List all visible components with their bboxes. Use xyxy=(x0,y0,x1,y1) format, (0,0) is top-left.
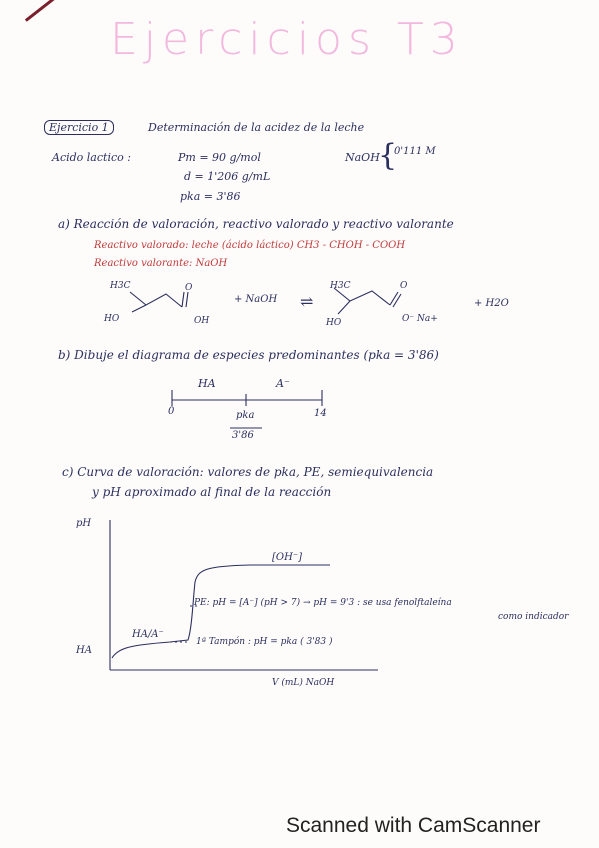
page-title: Ejercicios T3 xyxy=(110,14,464,65)
naoh-concentration: 0'111 M xyxy=(394,146,436,157)
acid-pka: pka = 3'86 xyxy=(180,190,241,203)
part-c-title-line1: c) Curva de valoración: valores de pka, PE, semiequivalencia xyxy=(62,465,434,479)
part-c-title-line2: y pH aproximado al final de la reacción xyxy=(92,485,332,499)
pka-value: 3'86 xyxy=(232,430,254,441)
ph-axis-label: pH xyxy=(76,518,92,529)
oh-left: OH xyxy=(194,316,210,326)
h3c-right: H3C xyxy=(330,281,351,291)
o-right: O xyxy=(400,281,408,291)
pka-label: pka xyxy=(236,410,255,421)
reactivo-valorado: Reactivo valorado: leche (ácido láctico) CH3 - CHOH - COOH xyxy=(94,240,406,251)
equilibrium-arrow: ⇌ xyxy=(300,292,314,311)
acid-name: Acido lactico : xyxy=(52,151,131,164)
species-a-minus: A⁻ xyxy=(276,377,290,390)
exercise-label: Ejercicio 1 xyxy=(44,120,114,135)
acid-density: d = 1'206 g/mL xyxy=(184,170,271,183)
part-b-title: b) Dibuje el diagrama de especies predominantes (pka = 3'86) xyxy=(58,348,439,362)
species-ha: HA xyxy=(198,377,216,390)
plus-naoh: + NaOH xyxy=(234,294,278,305)
h3c-left: H3C xyxy=(110,281,131,291)
naoh-label: NaOH xyxy=(345,151,380,164)
brace-symbol: { xyxy=(378,138,398,173)
buffer-region-label: HA/A⁻ xyxy=(132,629,164,640)
oh-excess-label: [OH⁻] xyxy=(272,552,302,563)
ho-right: HO xyxy=(326,318,342,328)
reactivo-valorante: Reactivo valorante: NaOH xyxy=(94,258,228,269)
exercise-heading: Determinación de la acidez de la leche xyxy=(148,121,365,134)
ha-start-label: HA xyxy=(76,645,92,656)
o-left: O xyxy=(185,283,193,293)
axis-fourteen: 14 xyxy=(314,408,327,419)
indicator-note: como indicador xyxy=(498,612,569,622)
o-minus-na: O⁻ Na+ xyxy=(402,314,438,324)
volume-axis-label: V (mL) NaOH xyxy=(272,678,335,688)
axis-zero: 0 xyxy=(168,406,175,417)
acid-pm: Pm = 90 g/mol xyxy=(178,151,261,164)
camscanner-footer: Scanned with CamScanner xyxy=(286,814,541,837)
plus-h2o: + H2O xyxy=(474,298,509,309)
part-a-title: a) Reacción de valoración, reactivo valorado y reactivo valorante xyxy=(58,217,454,231)
buffer-note: 1ª Tampón : pH = pka ( 3'83 ) xyxy=(196,637,333,647)
ho-left: HO xyxy=(104,314,120,324)
equivalence-point-note: PE: pH = [A⁻] (pH > 7) → pH = 9'3 : se usa fenolftaleína xyxy=(194,598,452,608)
